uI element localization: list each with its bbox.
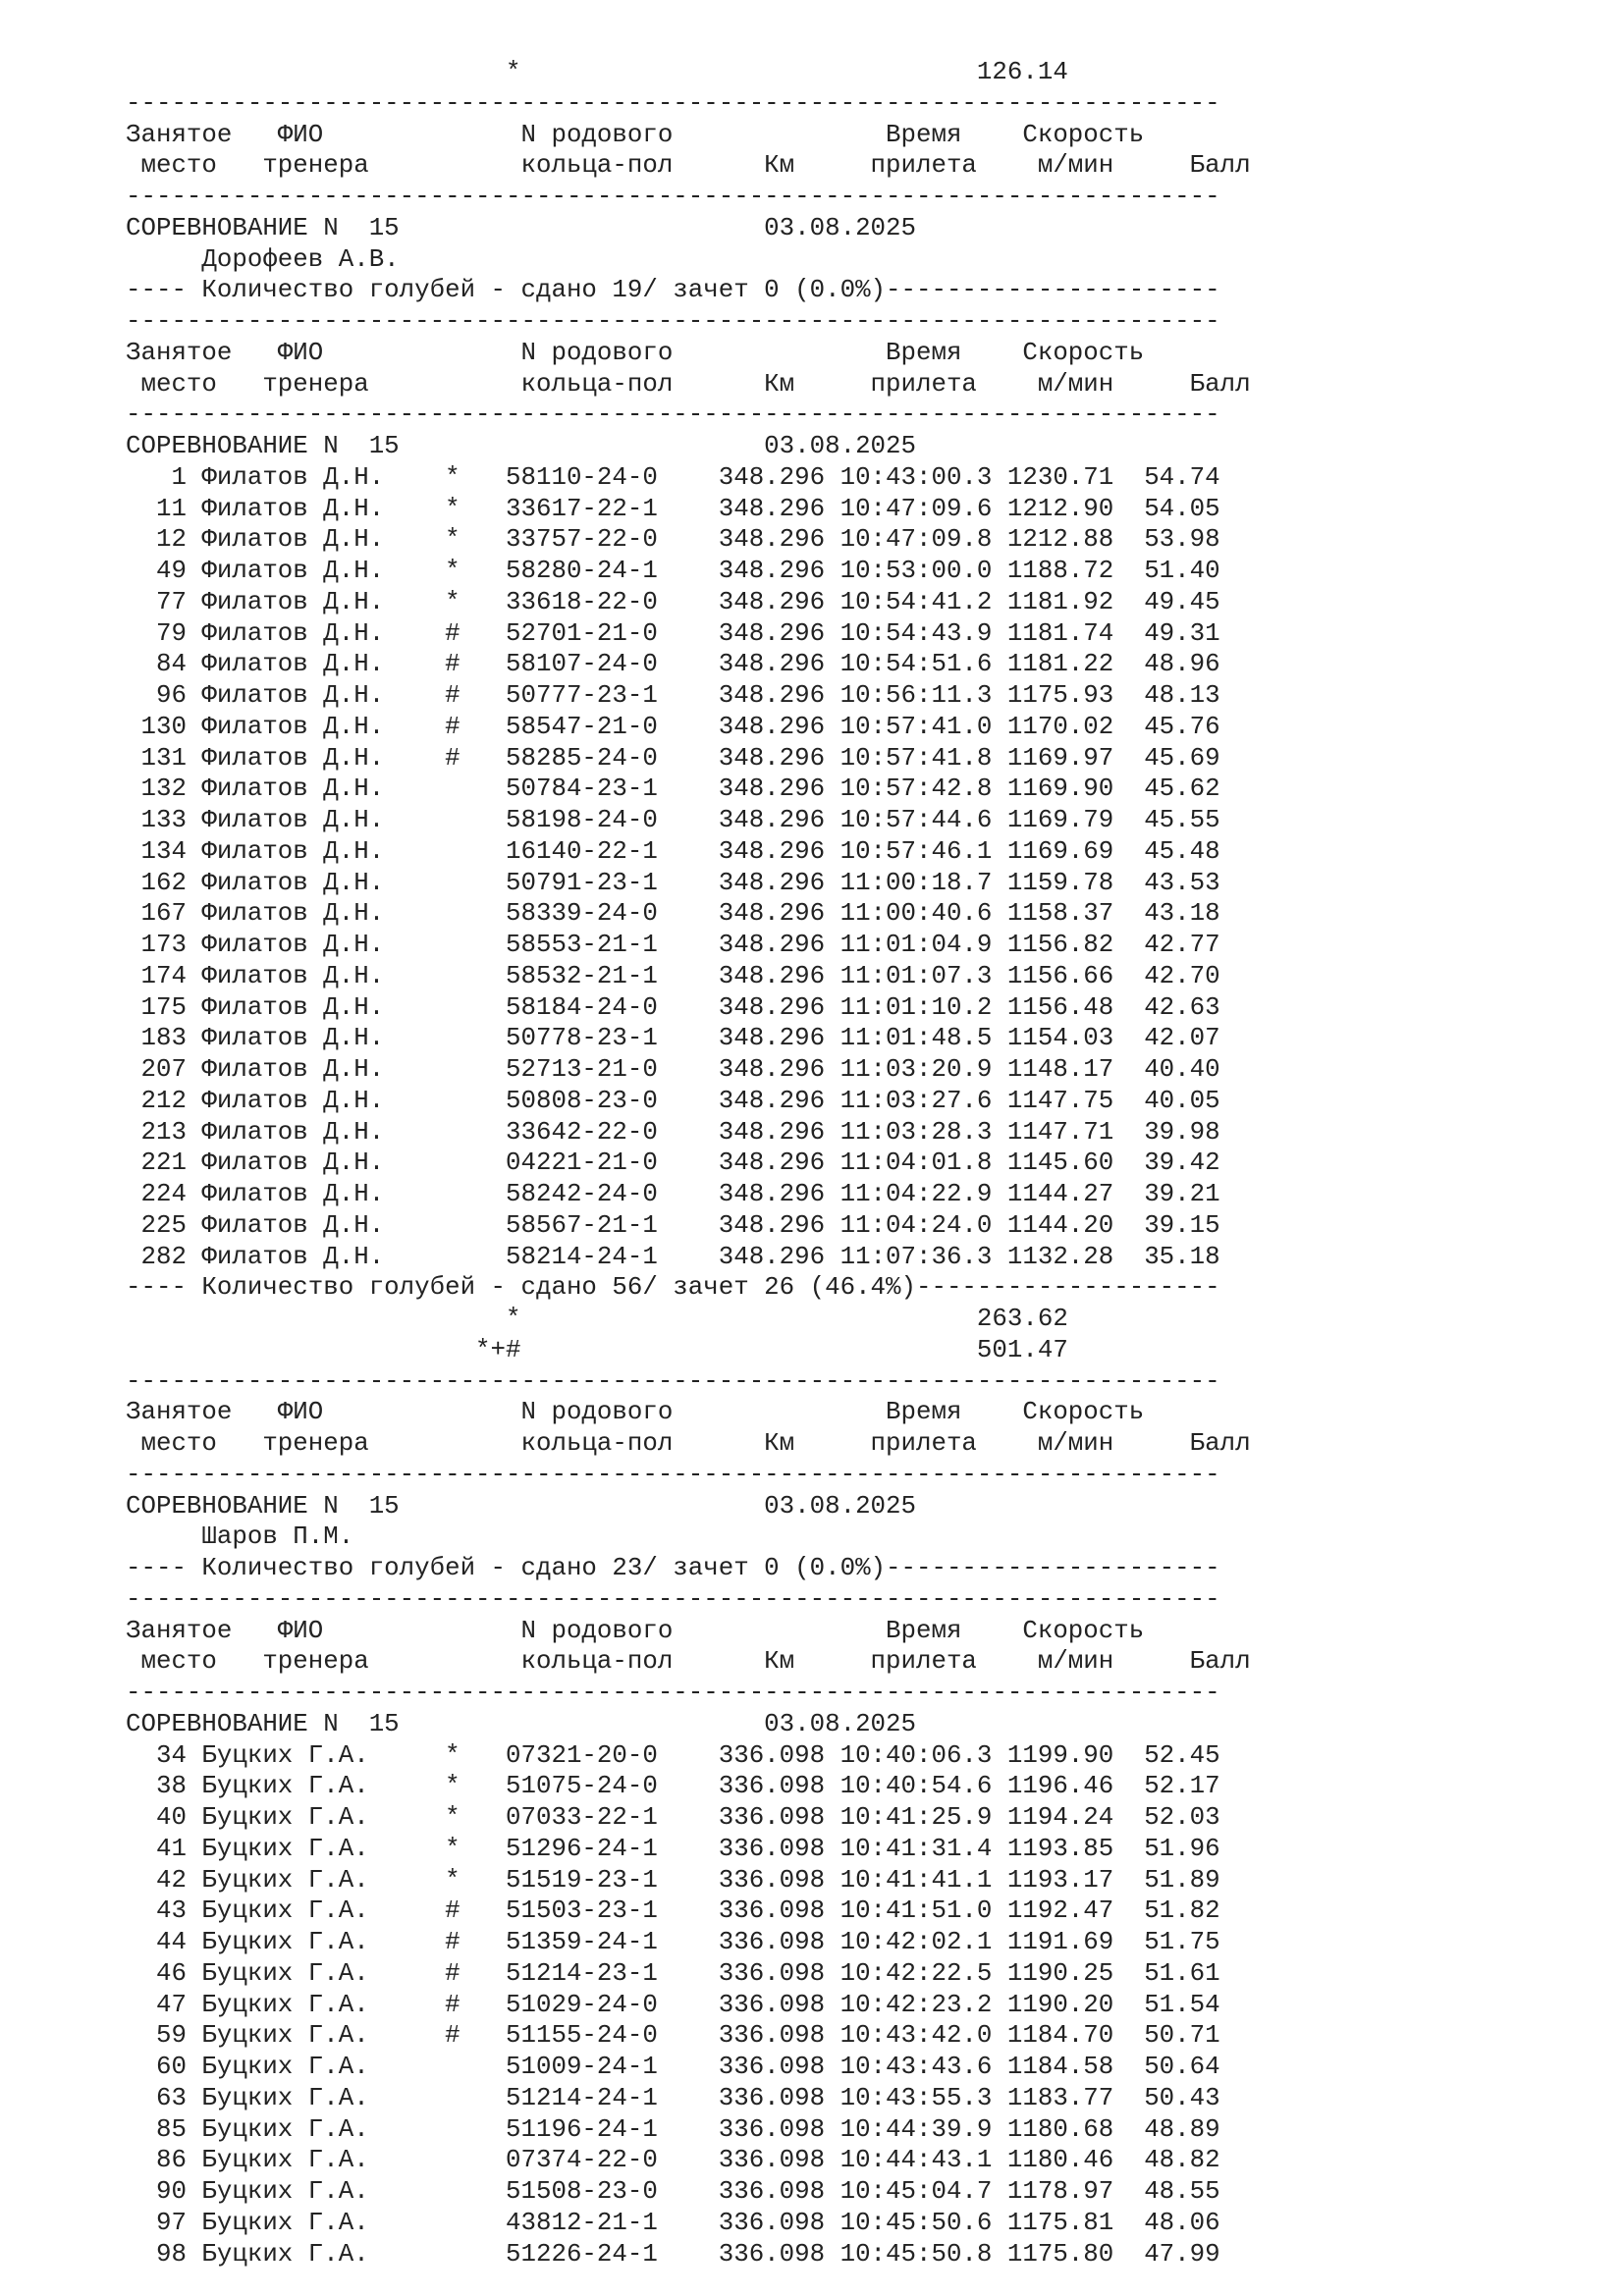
result-row: 11 Филатов Д.Н. * 33617-22-1 348.296 10:47:09.6 1212.90 54.05 <box>126 494 1220 523</box>
column-header-line: Занятое ФИО N родового Время Скорость <box>126 1616 1145 1645</box>
total-line: * 263.62 <box>126 1305 1068 1333</box>
result-row: 225 Филатов Д.Н. 58567-21-1 348.296 11:04:24.0 1144.20 39.15 <box>126 1210 1220 1240</box>
result-row: 134 Филатов Д.Н. 16140-22-1 348.296 10:57:46.1 1169.69 45.48 <box>126 836 1220 866</box>
result-row: 34 Буцких Г.А. * 07321-20-0 336.098 10:40:06.3 1199.90 52.45 <box>126 1740 1220 1770</box>
separator-line: ------------------------------------------------------------------------ <box>126 1366 1220 1396</box>
result-row: 167 Филатов Д.Н. 58339-24-0 348.296 11:00:40.6 1158.37 43.18 <box>126 899 1220 929</box>
result-row: 84 Филатов Д.Н. # 58107-24-0 348.296 10:54:51.6 1181.22 48.96 <box>126 650 1220 679</box>
result-row: 213 Филатов Д.Н. 33642-22-0 348.296 11:03:28.3 1147.71 39.98 <box>126 1117 1220 1147</box>
result-row: 133 Филатов Д.Н. 58198-24-0 348.296 10:57:44.6 1169.79 45.55 <box>126 806 1220 834</box>
result-row: 46 Буцких Г.А. # 51214-23-1 336.098 10:42:22.5 1190.25 51.61 <box>126 1958 1220 1988</box>
trainer-name: Дорофеев А.В. <box>126 244 400 274</box>
result-row: 63 Буцких Г.А. 51214-24-1 336.098 10:43:55.3 1183.77 50.43 <box>126 2083 1220 2112</box>
result-row: 47 Буцких Г.А. # 51029-24-0 336.098 10:42:23.2 1190.20 51.54 <box>126 1990 1220 2019</box>
result-row: 173 Филатов Д.Н. 58553-21-1 348.296 11:01:04.9 1156.82 42.77 <box>126 931 1220 959</box>
result-row: 131 Филатов Д.Н. # 58285-24-0 348.296 10:57:41.8 1169.97 45.69 <box>126 743 1220 773</box>
column-header-line: место тренера кольца-пол Км прилета м/мин Балл <box>126 369 1251 399</box>
trainer-name: Шаров П.М. <box>126 1522 354 1552</box>
result-row: 212 Филатов Д.Н. 50808-23-0 348.296 11:03:27.6 1147.75 40.05 <box>126 1086 1220 1115</box>
separator-line: ------------------------------------------------------------------------ <box>126 1460 1220 1489</box>
result-row: 41 Буцких Г.А. * 51296-24-1 336.098 10:41:31.4 1193.85 51.96 <box>126 1834 1220 1863</box>
result-row: 40 Буцких Г.А. * 07033-22-1 336.098 10:41:25.9 1194.24 52.03 <box>126 1803 1220 1832</box>
result-row: 175 Филатов Д.Н. 58184-24-0 348.296 11:01:10.2 1156.48 42.63 <box>126 992 1220 1022</box>
pigeon-count-summary: ---- Количество голубей - сдано 19/ зачет 0 (0.0%)---------------------- <box>126 276 1220 305</box>
result-row: 43 Буцких Г.А. # 51503-23-1 336.098 10:41:51.0 1192.47 51.82 <box>126 1896 1220 1926</box>
result-row: 86 Буцких Г.А. 07374-22-0 336.098 10:44:43.1 1180.46 48.82 <box>126 2146 1220 2175</box>
result-row: 85 Буцких Г.А. 51196-24-1 336.098 10:44:39.9 1180.68 48.89 <box>126 2114 1220 2144</box>
separator-line: ------------------------------------------------------------------------ <box>126 400 1220 430</box>
result-row: 79 Филатов Д.Н. # 52701-21-0 348.296 10:54:43.9 1181.74 49.31 <box>126 618 1220 648</box>
separator-line: ------------------------------------------------------------------------ <box>126 88 1220 118</box>
result-row: 1 Филатов Д.Н. * 58110-24-0 348.296 10:43:00.3 1230.71 54.74 <box>126 462 1220 492</box>
competition-line: СОРЕВНОВАНИЕ N 15 03.08.2025 <box>126 1709 916 1738</box>
column-header-line: место тренера кольца-пол Км прилета м/мин Балл <box>126 151 1251 181</box>
pigeon-count-summary: ---- Количество голубей - сдано 23/ зачет 0 (0.0%)---------------------- <box>126 1554 1220 1582</box>
competition-line: СОРЕВНОВАНИЕ N 15 03.08.2025 <box>126 213 916 242</box>
column-header-line: Занятое ФИО N родового Время Скорость <box>126 120 1145 149</box>
result-row: 42 Буцких Г.А. * 51519-23-1 336.098 10:41:41.1 1193.17 51.89 <box>126 1865 1220 1895</box>
result-row: 38 Буцких Г.А. * 51075-24-0 336.098 10:40:54.6 1196.46 52.17 <box>126 1772 1220 1801</box>
result-row: 132 Филатов Д.Н. 50784-23-1 348.296 10:57:42.8 1169.90 45.62 <box>126 774 1220 804</box>
column-header-line: Занятое ФИО N родового Время Скорость <box>126 338 1145 367</box>
competition-line: СОРЕВНОВАНИЕ N 15 03.08.2025 <box>126 432 916 460</box>
result-row: 224 Филатов Д.Н. 58242-24-0 348.296 11:04:22.9 1144.27 39.21 <box>126 1180 1220 1208</box>
result-row: 77 Филатов Д.Н. * 33618-22-0 348.296 10:54:41.2 1181.92 49.45 <box>126 587 1220 616</box>
separator-line: ------------------------------------------------------------------------ <box>126 1584 1220 1614</box>
total-line: * 126.14 <box>126 58 1068 86</box>
pigeon-count-summary: ---- Количество голубей - сдано 56/ зачет 26 (46.4%)-------------------- <box>126 1273 1220 1303</box>
result-row: 96 Филатов Д.Н. # 50777-23-1 348.296 10:56:11.3 1175.93 48.13 <box>126 681 1220 710</box>
result-row: 162 Филатов Д.Н. 50791-23-1 348.296 11:00:18.7 1159.78 43.53 <box>126 868 1220 897</box>
result-row: 60 Буцких Г.А. 51009-24-1 336.098 10:43:43.6 1184.58 50.64 <box>126 2053 1220 2081</box>
result-row: 49 Филатов Д.Н. * 58280-24-1 348.296 10:53:00.0 1188.72 51.40 <box>126 557 1220 585</box>
total-line: *+# 501.47 <box>126 1335 1068 1364</box>
result-row: 207 Филатов Д.Н. 52713-21-0 348.296 11:03:20.9 1148.17 40.40 <box>126 1055 1220 1084</box>
result-row: 130 Филатов Д.Н. # 58547-21-0 348.296 10:57:41.0 1170.02 45.76 <box>126 712 1220 741</box>
result-row: 12 Филатов Д.Н. * 33757-22-0 348.296 10:47:09.8 1212.88 53.98 <box>126 525 1220 555</box>
result-row: 98 Буцких Г.А. 51226-24-1 336.098 10:45:50.8 1175.80 47.99 <box>126 2239 1220 2269</box>
column-header-line: место тренера кольца-пол Км прилета м/мин Балл <box>126 1647 1251 1677</box>
competition-line: СОРЕВНОВАНИЕ N 15 03.08.2025 <box>126 1491 916 1521</box>
column-header-line: Занятое ФИО N родового Время Скорость <box>126 1398 1145 1427</box>
results-document <box>126 57 1251 2269</box>
result-row: 282 Филатов Д.Н. 58214-24-1 348.296 11:07:36.3 1132.28 35.18 <box>126 1242 1220 1271</box>
result-row: 59 Буцких Г.А. # 51155-24-0 336.098 10:43:42.0 1184.70 50.71 <box>126 2021 1220 2051</box>
result-row: 174 Филатов Д.Н. 58532-21-1 348.296 11:01:07.3 1156.66 42.70 <box>126 961 1220 990</box>
column-header-line: место тренера кольца-пол Км прилета м/мин Балл <box>126 1429 1251 1458</box>
result-row: 97 Буцких Г.А. 43812-21-1 336.098 10:45:50.6 1175.81 48.06 <box>126 2208 1220 2237</box>
result-row: 90 Буцких Г.А. 51508-23-0 336.098 10:45:04.7 1178.97 48.55 <box>126 2177 1220 2206</box>
result-row: 183 Филатов Д.Н. 50778-23-1 348.296 11:01:48.5 1154.03 42.07 <box>126 1024 1220 1053</box>
separator-line: ------------------------------------------------------------------------ <box>126 1679 1220 1707</box>
result-row: 44 Буцких Г.А. # 51359-24-1 336.098 10:42:02.1 1191.69 51.75 <box>126 1928 1220 1956</box>
result-row: 221 Филатов Д.Н. 04221-21-0 348.296 11:04:01.8 1145.60 39.42 <box>126 1148 1220 1178</box>
separator-line: ------------------------------------------------------------------------ <box>126 183 1220 211</box>
separator-line: ------------------------------------------------------------------------ <box>126 307 1220 336</box>
